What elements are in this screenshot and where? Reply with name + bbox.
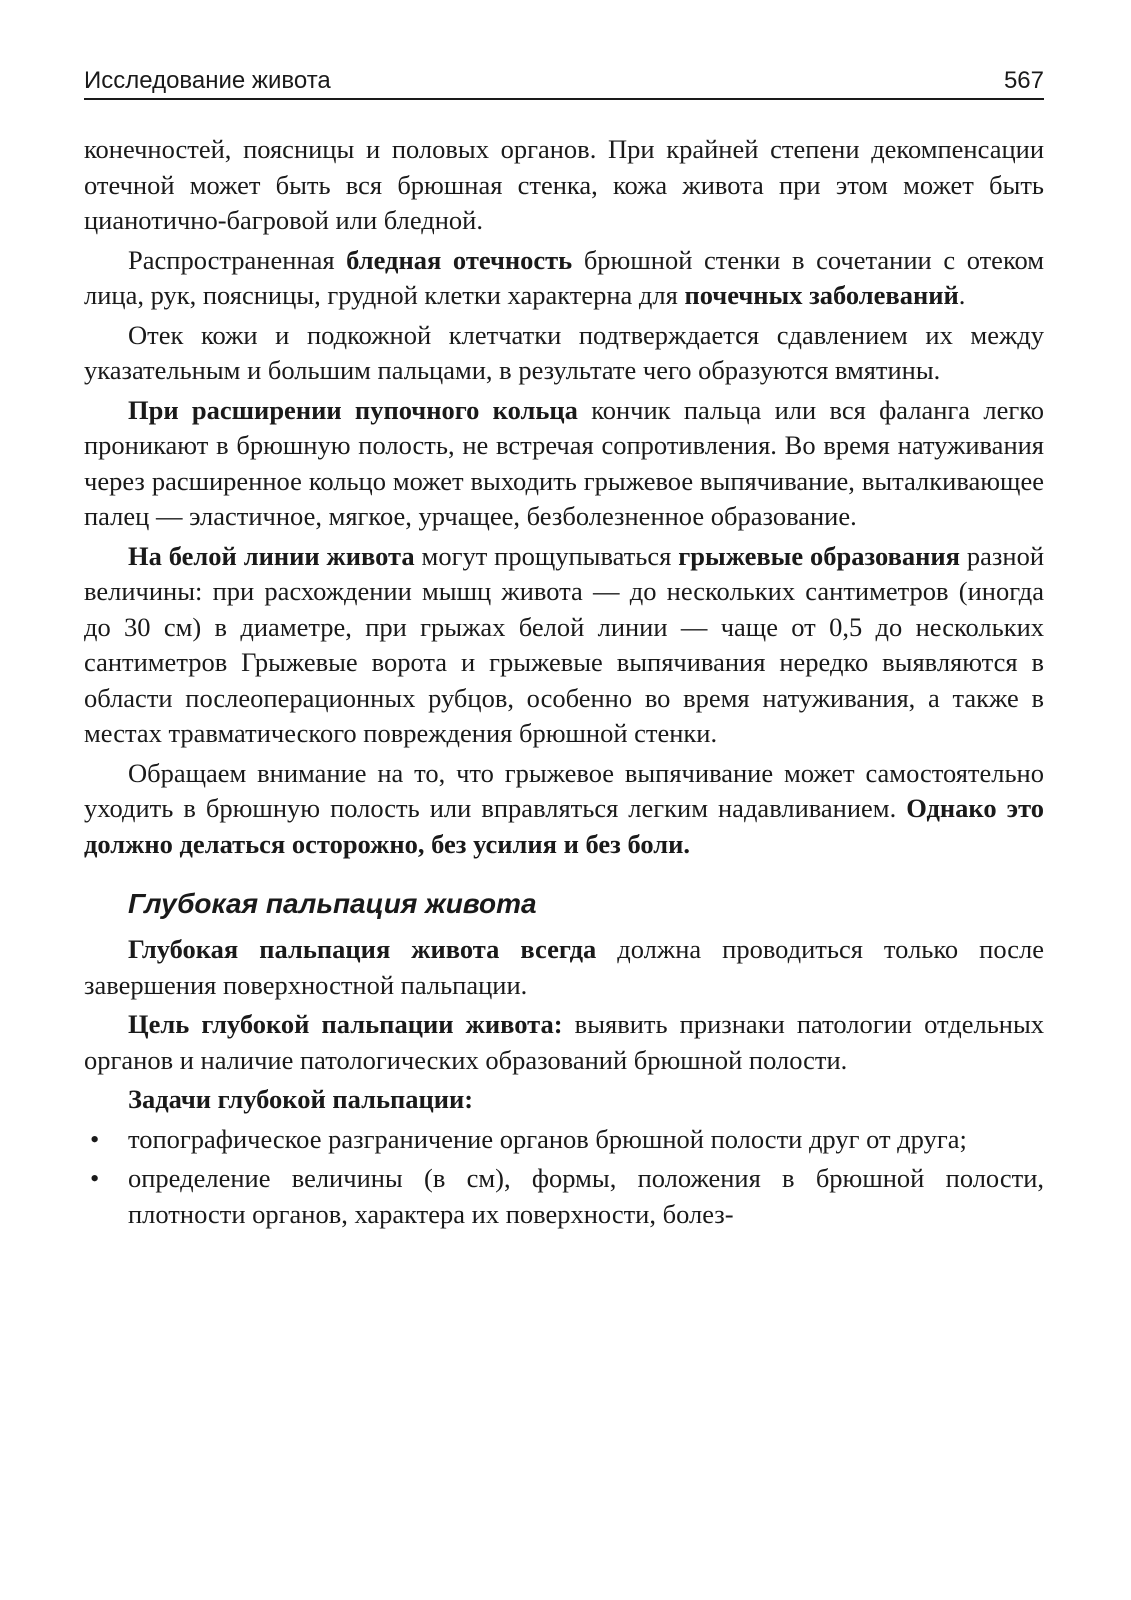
- paragraph-umbilical-ring: При расширении пупочного кольца кончик пальца или вся фаланга легко проникают в брюшную полость, не встречая сопротивления. Во время натуживания через расширенное кольцо может выходить грыжевое выпячивание, выталкивающее палец — эластичное, мягкое, урчащее, безболезненное образование.: [84, 394, 1044, 531]
- paragraph-linea-alba: На белой линии живота могут прощупываться грыжевые образования разной величины: при расхождении мышц живота — до нескольких сантиметров (иногда до 30 см) в диаметре, при грыжах белой линии — чаще от 0,5 до нескольких сантиметров Грыжевые ворота и грыжевые выпячивания нередко выявляются в области послеоперационных рубцов, особенно во время натуживания, а также в местах травматического повреждения брюшной стенки.: [84, 540, 1045, 748]
- paragraph-deep-palpation: Глубокая пальпация живота всегда должна проводиться только после завершения поверхностной пальпации.: [84, 934, 1045, 1000]
- emphasis-linea-alba: На белой линии живота: [128, 540, 415, 571]
- paragraph-hernia-reduction: Обращаем внимание на то, что грыжевое выпячивание может самостоятельно уходить в брюшную полость или вправляться легким надавливанием. Однако это должно делаться осторожно, без усилия и без боли.: [84, 757, 1045, 859]
- list-item: • топографическое разграничение органов брюшной полости друг от друга;: [84, 1122, 1044, 1158]
- running-header: [84, 66, 1044, 100]
- emphasis-caution: Однако это должно делаться осторожно, без усилия и без боли.: [84, 793, 1045, 859]
- paragraph-deep-palpation-goal: Цель глубокой пальпации живота: выявить признаки патологии отдельных органов и наличие патологических образований брюшной полости.: [84, 1009, 1045, 1075]
- bullet-icon: •: [90, 1123, 100, 1154]
- tasks-list: [84, 1122, 1044, 1233]
- bullet-icon: •: [90, 1163, 100, 1193]
- book-page: [84, 66, 1044, 1236]
- paragraph-edema-continuation: конечностей, поясницы и половых органов. При крайней степени декомпенсации отечной может быть вся брюшная стенка, кожа живота при этом может быть цианотично-багровой или бледной.: [84, 134, 1044, 235]
- emphasis-pale-edema: бледная отечность: [346, 244, 573, 275]
- paragraph-pale-edema: Распространенная бледная отечность брюшной стенки в сочетании с отеком лица, рук, поясницы, грудной клетки характерна для почечных заболеваний.: [84, 244, 1044, 310]
- emphasis-goal: Цель глубокой пальпации живота:: [128, 1009, 563, 1039]
- emphasis-renal-disease: почечных заболеваний: [684, 280, 959, 310]
- paragraph-skin-edema: Отек кожи и подкожной клетчатки подтверждается сдавлением их между указательным и большим пальцами, в результате чего образуются вмятины.: [84, 319, 1044, 385]
- body-text: [84, 132, 1044, 1232]
- emphasis-umbilical-ring: При расширении пупочного кольца: [128, 394, 578, 425]
- page-number: 567: [1003, 67, 1044, 94]
- tasks-label: Задачи глубокой пальпации:: [128, 1084, 474, 1114]
- section-heading: Глубокая пальпация живота: [128, 888, 537, 919]
- running-header-title: Исследование живота: [84, 67, 331, 94]
- list-item: • определение величины (в см), формы, положения в брюшной полости, плотности органов, характера их поверхности, болез-: [90, 1163, 1044, 1229]
- emphasis-hernia: грыжевые образования: [678, 540, 961, 571]
- emphasis-deep-palpation: Глубокая пальпация живота всегда: [128, 934, 597, 964]
